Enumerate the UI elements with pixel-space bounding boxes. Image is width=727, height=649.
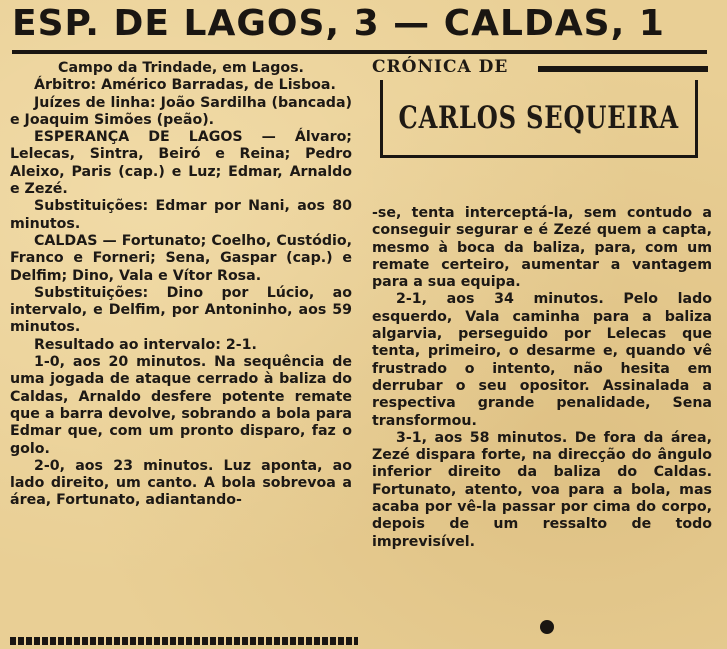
linesmen-line: Juízes de linha: João Sardilha (bancada) e Joaquim Simões (peão). xyxy=(10,94,352,128)
home-substitutions: Substituições: Edmar por Nani, aos 80 minutos. xyxy=(10,198,352,232)
article-left-column xyxy=(10,60,352,510)
away-substitutions: Substituições: Dino por Lúcio, ao intervalo, e Delfim, por Antoninho, aos 59 minutos. xyxy=(10,284,352,336)
article-right-column xyxy=(372,205,712,551)
goal-2-continuation: -se, tenta interceptá-la, sem contudo a conseguir segurar e é Zezé quem a capta, mesmo à boca da baliza, para, com um remate certeiro, aumentar a vantagem para a sua equipa. xyxy=(372,205,712,291)
byline-box xyxy=(380,80,698,158)
byline-name: CARLOS SEQUEIRA xyxy=(398,99,680,136)
home-lineup: ESPERANÇA DE LAGOS — Álvaro; Lelecas, Sintra, Beiró e Reina; Pedro Aleixo, Paris (cap.) e Luz; Edmar, Arnaldo e Zezé. xyxy=(10,129,352,198)
halftime-result: Resultado ao intervalo: 2-1. xyxy=(34,336,257,353)
end-of-article-dot xyxy=(540,620,554,634)
goal-2-paragraph: 2-0, aos 23 minutos. Luz aponta, ao lado direito, um canto. A bola sobrevoa a área, Fortunato, adiantando- xyxy=(10,457,352,509)
venue-line: Campo da Trindade, em Lagos. xyxy=(58,60,304,76)
byline-rule xyxy=(538,66,708,72)
headline-rule xyxy=(12,50,707,54)
away-lineup: CALDAS — Fortunato; Coelho, Custódio, Franco e Forneri; Sena, Gaspar (cap.) e Delfim; Dino, Vala e Vítor Rosa. xyxy=(10,232,352,284)
referee-line: Árbitro: Américo Barradas, de Lisboa. xyxy=(34,77,336,94)
byline-label: CRÓNICA DE xyxy=(372,57,509,77)
goal-4-paragraph: 3-1, aos 58 minutos. De fora da área, Zezé dispara forte, na direcção do ângulo inferior direito da baliza do Caldas. Fortunato, atento, voa para a bola, mas acaba por vê-la passar por cima do corpo, depois de um ressalto de todo imprevisível. xyxy=(372,429,712,550)
headline: ESP. DE LAGOS, 3 — CALDAS, 1 xyxy=(12,3,665,44)
goal-3-paragraph: 2-1, aos 34 minutos. Pelo lado esquerdo, Vala caminha para a baliza algarvia, perseguido por Lelecas que tenta, primeiro, o desarme e, quando vê frustrado o intento, não hesita em derrubar o seu opositor. Assinalada a respectiva grande penalidade, Sena transformou. xyxy=(372,291,712,429)
column-bottom-rule xyxy=(10,637,358,645)
goal-1-paragraph: 1-0, aos 20 minutos. Na sequência de uma jogada de ataque cerrado à baliza do Caldas, Arnaldo desfere potente remate que a barra devolve, sobrando a bola para Edmar que, com um pronto disparo, faz o golo. xyxy=(10,354,352,457)
